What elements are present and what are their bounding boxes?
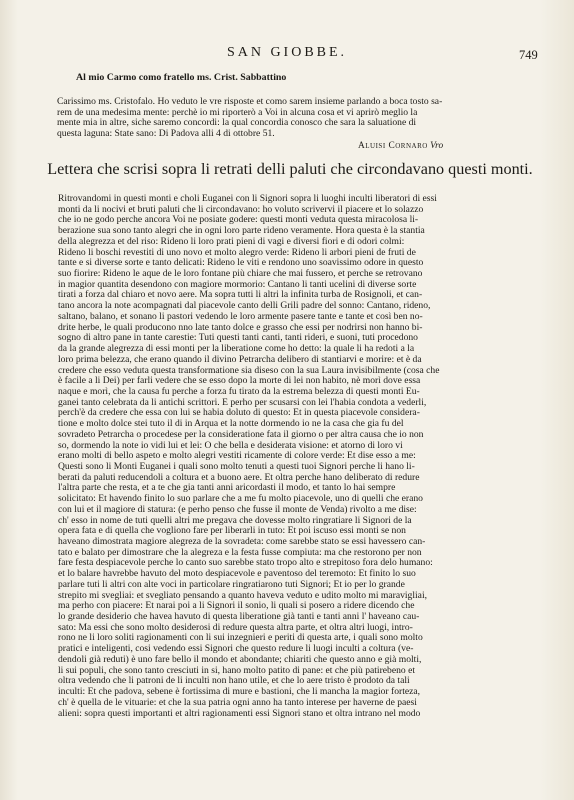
body-line: loro prima belezza, che erano quando il divino Petrarcha delibero di stantiarvi e morire: et è da [58,354,422,365]
body-line: lo grande desiderio che havea havuto di questa liberatione già tanti e tanti anni l' haveano cau- [58,612,420,623]
body-line: sogno di altro pane in tante carestie: Tuti questi tanti canti, tanti rideri, e suoni, tuti procedono [58,333,418,344]
body-line: inculti: Et che padova, sebene è fortissima di mure e bastioni, che li mancha la magior forteza, [58,687,421,698]
body-line: saltano, balano, et sonano li pastori vedendo le loro armente pasere tante e tante et così ben no- [58,311,423,322]
letter-line: rem de una medesima mente: perchè io mi riporterò a Voi in alcuna cosa et vi aprirò meglio la [57,107,418,118]
letter-text [57,97,535,139]
signature-name: Aluisi Cornaro [358,141,428,151]
body-line: strepito mi svegliai: et svegliato pensando a quanto haveva veduto e udito molto mi maravigliai, [58,590,428,601]
body-line: alieni: sopra questi importanti et altri ragionamenti essi Signori stano et oltra intrano nel modo [58,708,421,719]
body-line: oltra vedendo che li patroni de li inculti non hano utile, et che lo aere tristo è prodoto da tali [58,676,410,687]
body-line: li sui populi, che sono tanto cresciuti in si, hano molto patito di pane: et che più patirebeno et [58,665,416,676]
body-line: solicitato: Et havendo finito lo suo parlare che a me fu molto piacevole, uno di quelli che erano [58,494,423,505]
body-line: tante e si diverse sorte e tanto delicati: Rideno le viti e rendono uno soavissimo odore in questo [58,258,424,269]
body-line: ma perho con piacere: Et narai poi a li Signori il sonio, li quali si posero a ridere dicendo che [58,601,415,612]
body-line: da la grande alegrezza di essi monti per la liberatione come ho detto: la quale li ha redoti a la [58,344,415,355]
body-line: è facile a li Dei) per farli vedere che se esso dopo la morte di lei non habito, nè morì dove essa [58,376,421,387]
body-line: opera fata e di quella che vogliono fare per liberarli in tuto: Et poi iscuso essi monti se non [58,526,406,537]
body-line: perch'è da credere che essa con lui se habia doluto di questo: Et in questa piacevole considera- [58,408,420,419]
body-line: dendoli già reduti) è uno fare bello il mondo et abondante; chiariti che questo anno e già molti, [58,654,422,665]
letter-signature [358,141,538,151]
body-line: credere che esso veduta questa transformatione sia diseso con la sua Laura invisibilmente (cosa che [58,365,440,376]
body-line: et lo balare havrebbe havuto del moto despiacevole e paventoso del teremoto: Et finito lo suo [58,569,416,580]
body-line: parlare tuti li altri con alte voci in particolare ringratiarono tuti Signori; Et io per lo grande [58,579,405,590]
body-line: pratici e inteligenti, cosi vedendo essi Signori che questo redure li luogi inculti a coltura (ve- [58,644,414,655]
body-line: Questi sono li Monti Euganei i quali sono molto tenuti a questi tuoi Signori perche li hano li- [58,461,415,472]
body-line: fare festa despiacevole perche lo canto suo sarebbe stato tropo alto e strepitoso fora delo humano: [58,558,433,569]
body-line: Rideno li boschi revestiti di uno novo et molto alegro verde: Rideno li arbori pieni de fruti de [58,247,416,258]
body-line: sato: Ma essi che sono molto desiderosi di redure questa altra parte, et oltra altri luogi, intro- [58,622,413,633]
body-line: con lui et il magiore di statura: (e perho penso che fusse il monte de Venda) rivolto a me dise: [58,504,417,515]
letter-line: Carissimo ms. Cristofalo. Ho veduto le vre risposte et como sarem insieme parlando a boca tosto sa- [57,97,443,107]
body-line: ch' esso in nome de tuti quelli altri me pregava che dovesse molto ringratiare li Signori de la [58,515,412,526]
body-line: drite herbe, le quali producono nno late tanto dolce e grasso che essi per nodrirsi non hanno bi- [58,322,423,333]
body-line: erano molti di bello aspeto e molto alegri vestiti ricamente di colore verde: Et dise esso a me: [58,451,416,462]
body-text [58,194,538,719]
running-head: SAN GIOBBE. [226,45,348,60]
body-line: che io ne godo perche ancora Voi ne posiate godere: questi monti veduta questa miracolosa li- [58,215,419,226]
body-line: della alegrezza et del riso: Rideno li loro prati pieni di vagi e diversi fiori e di odori colmi: [58,236,405,247]
body-line: in magior quantita desendono con magiore mormorio: Cantano li tanti ucelini di diverse sorte [58,279,417,290]
body-line: so, dormendo la note io vidi lui et lei: O che bella e desiderata visione: et atorno di loro vi [58,440,403,451]
body-line: monti da li nocivi et bruti paluti che li circondavano: ho voluto scrivervi il piacere et lo solazzo [58,204,424,215]
body-line: tano ancora la note acompagnati dal piacevole canto delli Grili padre del sonno: Cantano, rideno, [58,301,431,312]
body-line: naque e morì, che la causa fu perche a forza fu tirato da la estrema belezza di questi monti Eu- [58,386,420,397]
body-line: ganei tanto celebrata da li antichi scrittori. E perho per scusarsi con lei l'habia condota a vederli, [58,397,427,408]
body-line: Ritrovandomi in questi monti e choli Euganei con li Signori sopra li luoghi inculti liberatori di essi [58,194,437,204]
body-line: ch' è quella de le vituarie: et che la sua patria ogni anno ha tanto interese per haverne de paesi [58,697,417,708]
body-line: rono ne li loro soliti ragionamenti con li sui inzegnieri e periti di questa arte, i quali sono molto [58,633,423,644]
letter-salutation: Al mio Carmo como fratello ms. Crist. Sabbattino [76,72,287,83]
section-heading: Lettera che scrisi sopra li retrati delli paluti che circondavano questi monti. [47,160,533,178]
signature-suffix: Vro [430,141,444,151]
body-line: tato e balato per dimostrare che la alegreza e la festa fusse compiuta: ma che restorono per non [58,547,422,558]
body-line: berazione sua sono tanto alegri che in ogni loro parte rideno veramente. Hora questa è la stantia [58,226,425,237]
body-line: sovradeto Petrarcha o procedese per la consideratione fata il giorno o per altra causa che io non [58,429,424,440]
body-line: berati da paluti reducendoli a coltura et a buono aere. Et oltra perche hano deliberato di redure [58,472,420,483]
letter-line: mente mia in altre, siche saremo concordi: la qual concordia conosco che sara la saluatione di [57,118,417,129]
letter-line: questa laguna: State sano: Di Padova alli 4 di ottobre 51. [57,128,275,139]
body-line: haveano dimostrata magiore alegreza de la sovradeta: come sarebbe stato se essi havessero can- [58,537,426,547]
body-line: tirati a forza dal chiaro et novo aere. Ma sopra tutti li altri la infinita turba de Rosignoli, et can- [58,290,423,301]
page-number: 749 [519,48,538,62]
body-line: l'altra parte che resta, et a te che gia tanti anni aricordasti il modo, et tanto lo hai sempre [58,483,396,494]
body-line: tione e molto dolce stei tuto il di in Arqua et la notte dormendo io ne la casa che gia fu del [58,419,404,430]
body-line: suo fiorire: Rideno le aque de le loro fontane più chiare che mai fussero, et perche se retrovano [58,269,423,280]
